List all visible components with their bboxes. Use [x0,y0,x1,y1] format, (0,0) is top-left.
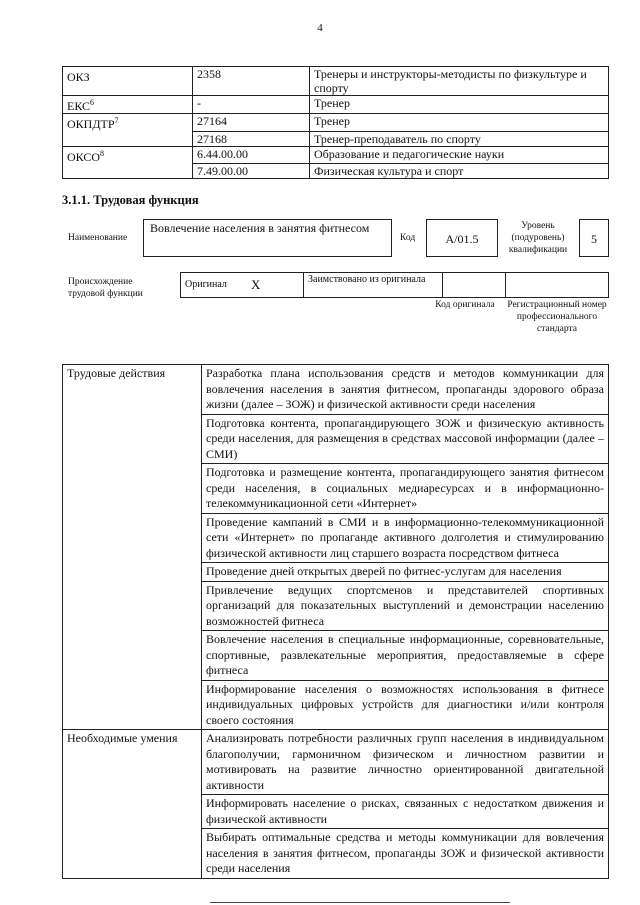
level-value: 5 [591,232,597,246]
codes-value: - [193,96,310,114]
origin-table [180,272,609,298]
codes-name: Физическая культура и спорт [310,164,609,179]
skill-item: Информировать население о рисках, связанных с недостатком движения и физической активности [202,795,609,829]
labor-action-item: Вовлечение населения в специальные информационные, соревновательные, спортивные, развлекательные мероприятия, предоставляемые в сфере фитнеса [202,631,609,681]
registration-number-caption: Регистрационный номер профессионального стандарта [507,300,607,334]
codes-row [63,96,609,114]
codes-name: Образование и педагогические науки [310,146,609,164]
level-label: Уровень (подуровень) квалификации [508,221,568,255]
original-code-cell [443,273,506,298]
function-name-value: Вовлечение населения в занятия фитнесом [150,221,370,235]
labor-action-item: Проведение кампаний в СМИ и в информационно-телекоммуникационной сети «Интернет» по пропаганде активного долголетия и стимулированию физической активности лиц старшего возраста посредством фитнеса [202,513,609,563]
codes-value: 6.44.00.00 [193,146,310,164]
labor-action-item: Разработка плана использования средств и методов коммуникации для вовлечения населения в занятия фитнесом, пропаганды здорового образа жизни (далее – ЗОЖ) и физической активности среди населения [202,365,609,415]
function-details-table [62,364,609,879]
skill-row [63,730,609,795]
codes-value: 27164 [193,114,310,132]
registration-number-cell [506,273,609,298]
codes-row [63,131,609,146]
classification-codes-table [62,66,609,179]
codes-classifier: ОКСО$^8$ [63,146,193,164]
section-title: 3.1.1. Трудовая функция [62,193,199,207]
labor-action-item: Проведение дней открытых дверей по фитнес-услугам для населения [202,563,609,582]
codes-value: 7.49.00.00 [193,164,310,179]
code-label: Код [400,233,416,243]
original-code-caption: Код оригинала [435,300,495,310]
skill-item: Выбирать оптимальные средства и методы коммуникации для вовлечения населения в занятия фитнесом, пропаганды ЗОЖ и физической активности среди населения [202,829,609,879]
labor-action-row [63,365,609,415]
codes-name: Тренер [310,96,609,114]
footnote-separator [210,902,510,903]
codes-value: 2358 [193,67,310,96]
skill-item: Анализировать потребности различных групп населения в индивидуальном благополучии, гармоничном физическом и личностном развитии и мотивировать на развитие личностно ориентированной двигательной активности [202,730,609,795]
codes-name: Тренеры и инструкторы-методисты по физкультуре и спорту [310,67,609,96]
codes-row [63,114,609,132]
codes-value: 27168 [193,131,310,146]
labor-action-item: Информирование населения о возможностях использования в фитнесе индивидуальных цифровых устройств для диагностики и/или контроля своего состояния [202,680,609,730]
codes-name: Тренер-преподаватель по спорту [310,131,609,146]
labor-action-item: Подготовка контента, пропагандирующего ЗОЖ и физическую активность среди населения, для размещения в средствах массовой информации (далее – СМИ) [202,414,609,464]
codes-row [63,67,609,96]
skill-header: Необходимые умения [63,730,202,879]
codes-classifier [63,131,193,146]
borrowed-label: Заимствовано из оригинала [304,273,443,298]
codes-classifier: ОКПДТР$^7$ [63,114,193,132]
function-code-value: A/01.5 [445,232,479,246]
labor-action-header: Трудовые действия [63,365,202,730]
codes-classifier: ЕКС$^6$ [63,96,193,114]
codes-classifier [63,164,193,179]
labor-action-item: Подготовка и размещение контента, пропагандирующего занятия фитнесом среди населения, в социальных медиаресурсах и в информационно-телекоммуникационной сети «Интернет» [202,464,609,514]
name-label: Наименование [68,233,128,243]
original-label: Оригинал [181,273,250,298]
codes-classifier: ОКЗ [63,67,193,96]
codes-name: Тренер [310,114,609,132]
page-number: 4 [317,22,323,34]
codes-row [63,146,609,164]
level-field [579,219,609,257]
function-code-field [426,219,498,257]
function-name-field [143,219,392,257]
original-mark: X [249,273,304,298]
origin-label: Происхождение трудовой функции [68,277,143,299]
labor-action-item: Привлечение ведущих спортсменов и представителей спортивных организаций для показательных выступлений и демонстрации населению возможностей фитнеса [202,581,609,631]
codes-row [63,164,609,179]
